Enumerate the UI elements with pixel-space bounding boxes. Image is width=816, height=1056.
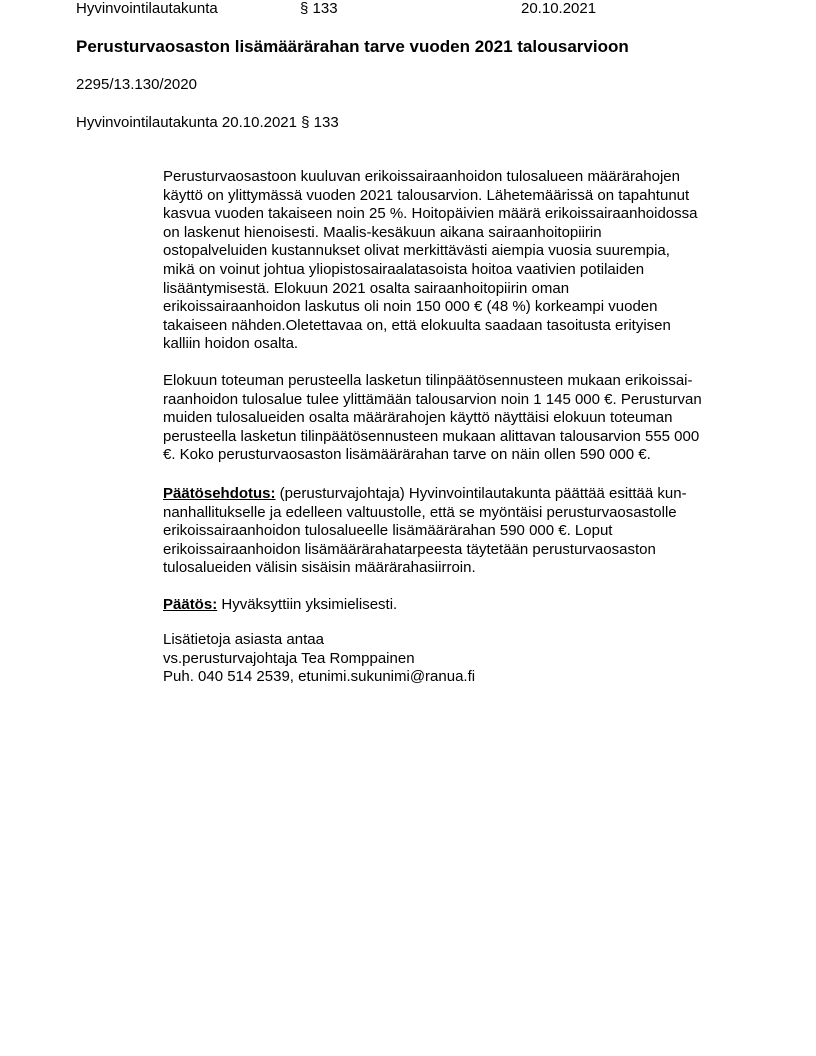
text-line: muiden tulosalueiden osalta määrärahojen käyttö näyttäisi elokuun toteuman [163,409,673,427]
text-line: lisääntymisestä. Elokuun 2021 osalta sairaanhoitopiirin oman [163,279,570,297]
paragraph-proposal [163,485,687,578]
text-line: erikoissairaanhoidon laskutus oli noin 150 000 € (48 %) korkeampi vuoden [163,298,658,316]
text-line: kalliin hoidon osalta. [163,335,299,353]
paragraph-decision [163,596,397,615]
text-line: mikä on voinut johtua yliopistosairaalatasoista hoitoa vaativien potilaiden [163,260,645,278]
text-line: erikoissairaanhoidon tulosalueelle lisämäärärahan 590 000 €. Loput [163,522,613,540]
text-line: erikoissairaanhoidon lisämäärärahatarpeesta täytetään perusturvaosaston [163,540,656,558]
header-section: § 133 [300,0,338,17]
text-line: käyttö on ylittymässä vuoden 2021 talousarvion. Lähetemäärissä on tapahtunut [163,186,690,204]
text-line: perusteella lasketun tilinpäätösennusteen mukaan alittavan talousarvion 555 000 [163,427,700,445]
text-line: Perusturvaosastoon kuuluvan erikoissairaanhoidon tulosalueen määrärahojen [163,168,680,185]
paragraph-background [163,168,698,354]
text-line: kasvua vuoden takaiseen noin 25 %. Hoitopäivien määrä erikoissairaanhoidossa [163,205,698,223]
document-title: Perusturvaosaston lisämäärärahan tarve vuoden 2021 talousarvioon [76,37,629,56]
proposal-label: Päätösehdotus: [163,485,276,502]
text-line: €. Koko perusturvaosaston lisämäärärahan tarve on näin ollen 590 000 €. [163,446,651,464]
text-line: tulosalueiden välisin sisäisin määrärahasiirroin. [163,559,476,577]
paragraph-forecast [163,372,702,465]
header-date: 20.10.2021 [521,0,597,17]
contact-info [163,631,475,687]
text-line: ostopalveluiden kustannukset olivat merkittävästi aiempia vuosia suurempia, [163,242,670,260]
text-line: Puh. 040 514 2539, etunimi.sukunimi@ranua.fi [163,668,476,686]
decision-text: Hyväksyttiin yksimielisesti. [217,596,398,613]
text-line: takaiseen nähden.Oletettavaa on, että elokuulta saadaan tasoitusta erityisen [163,316,671,334]
meeting-reference: Hyvinvointilautakunta 20.10.2021 § 133 [76,114,339,131]
decision-label: Päätös: [163,596,218,613]
text-line: nanhallitukselle ja edelleen valtuustolle, että se myöntäisi perusturvaosastolle [163,503,677,521]
header-board: Hyvinvointilautakunta [76,0,218,17]
text-line: Elokuun toteuman perusteella lasketun tilinpäätösennusteen mukaan erikoissai- [163,372,693,389]
text-line: vs.perusturvajohtaja Tea Romppainen [163,649,415,667]
text-line: on laskenut hienoisesti. Maalis-kesäkuun aikana sairaanhoitopiirin [163,223,602,241]
text-line: Lisätietoja asiasta antaa [163,631,324,648]
record-number: 2295/13.130/2020 [76,76,197,93]
text-line: (perusturvajohtaja) Hyvinvointilautakunta päättää esittää kun- [275,485,687,502]
text-line: raanhoidon tulosalue tulee ylittämään talousarvion noin 1 145 000 €. Perusturvan [163,390,702,408]
